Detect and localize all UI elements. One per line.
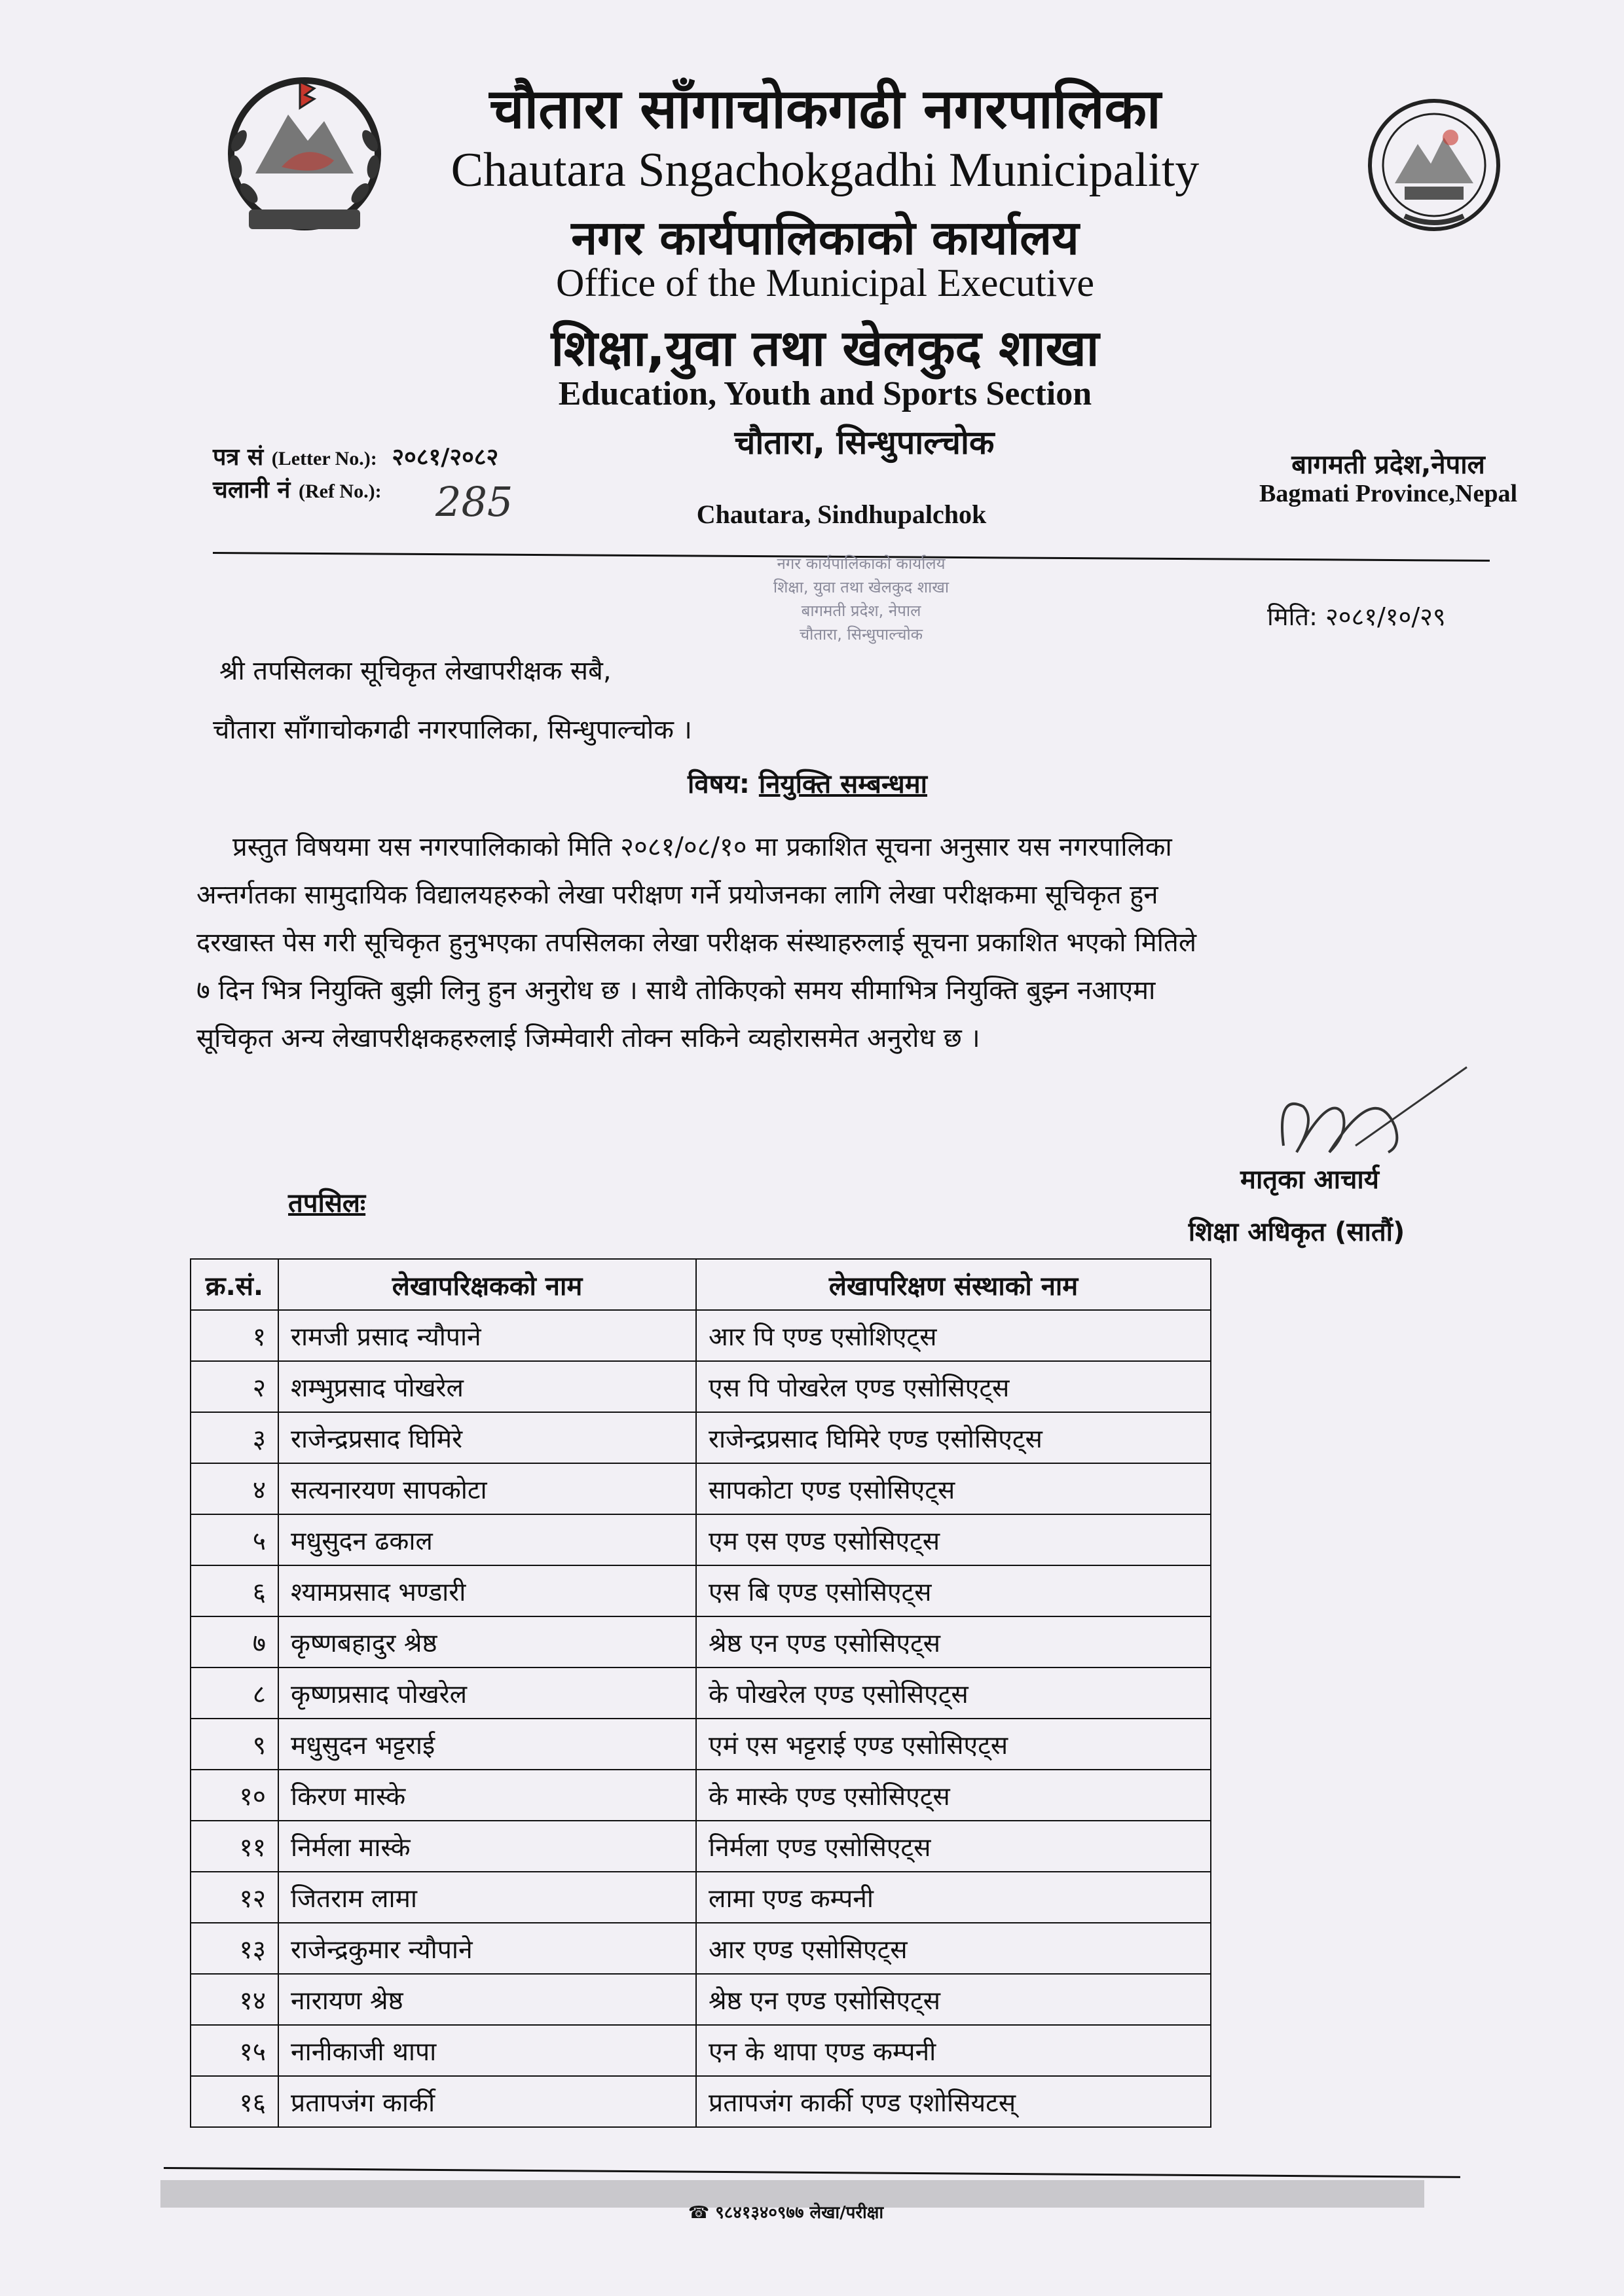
auditor-name-cell: शम्भुप्रसाद पोखरेल — [278, 1361, 696, 1412]
municipality-logo — [1365, 92, 1503, 239]
auditor-name-cell: मधुसुदन भट्टराई — [278, 1719, 696, 1770]
serial-number-cell: १० — [191, 1770, 278, 1821]
ref-number-handwritten: 285 — [435, 478, 513, 526]
subject-label: विषय: — [688, 769, 750, 799]
firm-name-cell: आर पि एण्ड एसोशिएट्स — [696, 1310, 1211, 1361]
table-row — [191, 2076, 1211, 2127]
auditor-name-cell: श्यामप्रसाद भण्डारी — [278, 1565, 696, 1616]
table-row — [191, 1667, 1211, 1719]
addressee-line-2: चौतारा साँगाचोकगढी नगरपालिका, सिन्धुपाल्चोक । — [213, 715, 692, 745]
auditor-name-cell: जितराम लामा — [278, 1872, 696, 1923]
table-row — [191, 2025, 1211, 2076]
auditor-name-cell: राजेन्द्रकुमार न्यौपाने — [278, 1923, 696, 1974]
firm-name-cell: एमं एस भट्टराई एण्ड एसोसिएट्स — [696, 1719, 1211, 1770]
table-row — [191, 1310, 1211, 1361]
office-stamp — [740, 527, 982, 684]
office-name-en: Office of the Municipal Executive — [556, 261, 1094, 304]
auditor-name-cell: किरण मास्के — [278, 1770, 696, 1821]
serial-number-cell: ७ — [191, 1616, 278, 1667]
body-line: सूचिकृत अन्य लेखापरीक्षकहरुलाई जिम्मेवारी तोक्न सकिने व्यहोरासमेत अनुरोध छ । — [196, 1023, 980, 1053]
auditor-name-cell: कृष्णबहादुर श्रेष्ठ — [278, 1616, 696, 1667]
firm-name-cell: सापकोटा एण्ड एसोसिएट्स — [696, 1463, 1211, 1514]
firm-name-cell: श्रेष्ठ एन एण्ड एसोसिएट्स — [696, 1616, 1211, 1667]
firm-name-cell: प्रतापजंग कार्की एण्ड एशोसियटस् — [696, 2076, 1211, 2127]
table-row — [191, 1974, 1211, 2025]
auditor-name-cell: राजेन्द्रप्रसाद घिमिरे — [278, 1412, 696, 1463]
letter-number-label-en: (Letter No.): — [271, 448, 377, 469]
letter-number-value: २०८१/२०८२ — [392, 444, 499, 471]
firm-name-cell: एस बि एण्ड एसोसिएट्स — [696, 1565, 1211, 1616]
footer-phone: ☎ ९८४१३४०९७७ लेखा/परीक्षा — [688, 2203, 884, 2223]
serial-number-cell: ६ — [191, 1565, 278, 1616]
municipality-name-en: Chautara Sngachokgadhi Municipality — [451, 143, 1200, 197]
serial-number-cell: ९ — [191, 1719, 278, 1770]
letter-date: मिति: २०८१/१०/२९ — [1267, 602, 1446, 631]
table-row — [191, 1821, 1211, 1872]
serial-number-cell: ५ — [191, 1514, 278, 1565]
signature — [1257, 1054, 1473, 1165]
body-paragraph — [196, 824, 1500, 1063]
table-row — [191, 1412, 1211, 1463]
serial-number-cell: १६ — [191, 2076, 278, 2127]
table-row — [191, 1616, 1211, 1667]
auditor-name-cell: कृष्णप्रसाद पोखरेल — [278, 1667, 696, 1719]
serial-number-cell: १२ — [191, 1872, 278, 1923]
auditor-table — [190, 1258, 1211, 2128]
table-row — [191, 1361, 1211, 1412]
signatory-name: मातृका आचार्य — [1240, 1165, 1379, 1195]
firm-name-cell: के मास्के एण्ड एसोसिएट्स — [696, 1770, 1211, 1821]
subject-text: नियुक्ति सम्बन्धमा — [758, 769, 927, 799]
footer-divider — [164, 2167, 1460, 2178]
firm-name-cell: निर्मला एण्ड एसोसिएट्स — [696, 1821, 1211, 1872]
stamp-line: चौतारा, सिन्धुपाल्चोक — [799, 625, 923, 644]
firm-name-cell: एन के थापा एण्ड कम्पनी — [696, 2025, 1211, 2076]
table-row — [191, 1872, 1211, 1923]
auditor-name-cell: प्रतापजंग कार्की — [278, 2076, 696, 2127]
header-auditor-name: लेखापरिक्षकको नाम — [278, 1259, 696, 1310]
firm-name-cell: एम एस एण्ड एसोसिएट्स — [696, 1514, 1211, 1565]
ref-number — [213, 473, 382, 505]
table-row — [191, 1463, 1211, 1514]
table-row — [191, 1565, 1211, 1616]
province-en: Bagmati Province,Nepal — [1259, 480, 1518, 507]
header-firm-name: लेखापरिक्षण संस्थाको नाम — [696, 1259, 1211, 1310]
list-heading: तपसिलः — [288, 1188, 366, 1218]
table-row — [191, 1923, 1211, 1974]
auditor-name-cell: नारायण श्रेष्ठ — [278, 1974, 696, 2025]
place-np: चौतारा, सिन्धुपाल्चोक — [734, 424, 995, 462]
place-en: Chautara, Sindhupalchok — [696, 500, 987, 529]
stamp-line: नगर कार्यपालिकाको कार्यालय — [777, 555, 946, 573]
province-np: बागमती प्रदेश,नेपाल — [1291, 450, 1485, 480]
serial-number-cell: १ — [191, 1310, 278, 1361]
letter-number — [213, 440, 498, 472]
firm-name-cell: श्रेष्ठ एन एण्ड एसोसिएट्स — [696, 1974, 1211, 2025]
table-row — [191, 1514, 1211, 1565]
firm-name-cell: राजेन्द्रप्रसाद घिमिरे एण्ड एसोसिएट्स — [696, 1412, 1211, 1463]
serial-number-cell: १५ — [191, 2025, 278, 2076]
body-line: अन्तर्गतका सामुदायिक विद्यालयहरुको लेखा परीक्षण गर्ने प्रयोजनका लागि लेखा परीक्षकमा सूचिकृत हुन — [196, 880, 1158, 910]
body-line: प्रस्तुत विषयमा यस नगरपालिकाको मिति २०८१/०८/१० मा प्रकाशित सूचना अनुसार यस नगरपालिका — [232, 832, 1172, 862]
section-name-np: शिक्षा,युवा तथा खेलकुद शाखा — [551, 319, 1099, 377]
body-line: ७ दिन भित्र नियुक्ति बुझी लिनु हुन अनुरोध छ । साथै तोकिएको समय सीमाभित्र नियुक्ति बुझ्न नआएमा — [196, 975, 1156, 1006]
auditor-name-cell: रामजी प्रसाद न्यौपाने — [278, 1310, 696, 1361]
firm-name-cell: लामा एण्ड कम्पनी — [696, 1872, 1211, 1923]
municipality-name-np: चौतारा साँगाचोकगढी नगरपालिका — [489, 77, 1161, 141]
addressee-line-1: श्री तपसिलका सूचिकृत लेखापरीक्षक सबै, — [219, 656, 612, 686]
auditor-name-cell: निर्मला मास्के — [278, 1821, 696, 1872]
serial-number-cell: ८ — [191, 1667, 278, 1719]
serial-number-cell: ३ — [191, 1412, 278, 1463]
auditor-name-cell: नानीकाजी थापा — [278, 2025, 696, 2076]
serial-number-cell: १३ — [191, 1923, 278, 1974]
signatory-title: शिक्षा अधिकृत (सातौं) — [1188, 1217, 1405, 1247]
auditor-name-cell: मधुसुदन ढकाल — [278, 1514, 696, 1565]
subject — [688, 765, 927, 801]
stamp-line: शिक्षा, युवा तथा खेलकुद शाखा — [773, 578, 950, 596]
auditor-name-cell: सत्यनारयण सापकोटा — [278, 1463, 696, 1514]
table-header-row — [191, 1259, 1211, 1310]
body-line: दरखास्त पेस गरी सूचिकृत हुनुभएका तपसिलका लेखा परीक्षक संस्थाहरुलाई सूचना प्रकाशित भएको मितिले — [196, 928, 1196, 958]
serial-number-cell: ४ — [191, 1463, 278, 1514]
serial-number-cell: २ — [191, 1361, 278, 1412]
table-row — [191, 1770, 1211, 1821]
table-row — [191, 1719, 1211, 1770]
stamp-line: बागमती प्रदेश, नेपाल — [801, 602, 921, 620]
firm-name-cell: आर एण्ड एसोसिएट्स — [696, 1923, 1211, 1974]
ref-number-label-en: (Ref No.): — [298, 481, 382, 502]
serial-number-cell: १४ — [191, 1974, 278, 2025]
section-name-en: Education, Youth and Sports Section — [558, 375, 1092, 412]
office-name-np: नगर कार्यपालिकाको कार्यालय — [571, 210, 1079, 265]
header-serial: क्र.सं. — [191, 1259, 278, 1310]
ref-number-label: चलानी नं — [213, 477, 291, 503]
firm-name-cell: एस पि पोखरेल एण्ड एसोसिएट्स — [696, 1361, 1211, 1412]
serial-number-cell: ११ — [191, 1821, 278, 1872]
firm-name-cell: के पोखरेल एण्ड एसोसिएट्स — [696, 1667, 1211, 1719]
letter-number-label: पत्र सं — [213, 444, 264, 471]
